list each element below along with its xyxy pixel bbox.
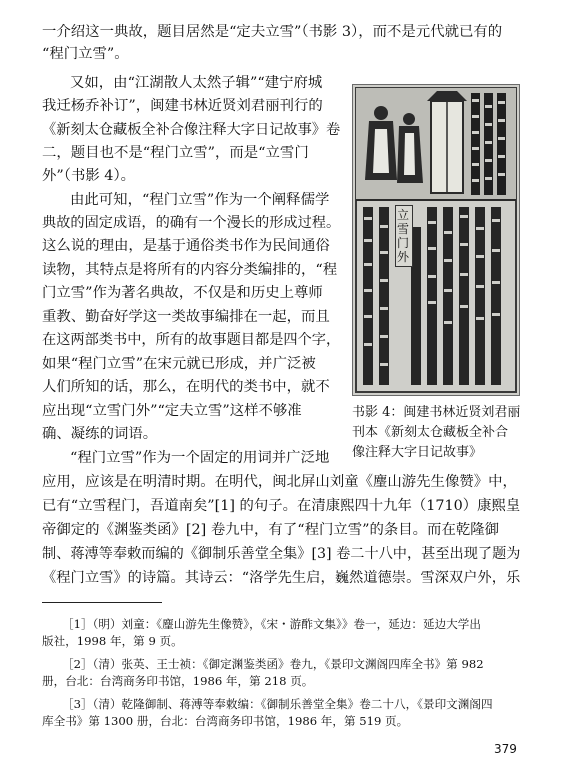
body-line: 门立雪”作为著名典故，不仅是和历史上尊师 — [42, 285, 323, 301]
body-line: 如果“程门立雪”在宋元就已形成，并广泛被 — [42, 356, 316, 372]
body-line: 典故的固定成语，的确有一个漫长的形成过程。 — [42, 215, 341, 231]
figure-caption-line: 书影 4：闽建书林近贤刘君丽 — [352, 405, 521, 420]
body-line: “程门立雪”作为一个固定的用词并广泛地 — [70, 450, 330, 466]
footnote-rule — [42, 602, 162, 603]
footnote-line: 库全书》第 1300 册，台北：台湾商务印书馆，1986 年，第 519 页。 — [42, 714, 409, 728]
body-line: 应出现“立雪门外”“定夫立雪”这样不够准 — [42, 403, 302, 419]
body-line: 确、凝练的词语。 — [42, 426, 158, 442]
body-line: 我迁杨乔补订”，闽建书林近贤刘君丽刊行的 — [42, 98, 323, 114]
woodblock-print-drawing — [353, 85, 519, 395]
woodblock-print-image — [352, 84, 520, 396]
body-line: 读物，其特点是将所有的内容分类编排的，“程 — [42, 262, 338, 278]
body-line: 二，题目也不是“程门立雪”，而是“立雪门 — [42, 145, 309, 161]
plate-title: 立雪门外 — [395, 205, 413, 267]
footnote-line: 册，台北：台湾商务印书馆，1986 年，第 218 页。 — [42, 674, 314, 688]
body-line: 由此可知，“程门立雪”作为一个阐释儒学 — [70, 192, 330, 208]
figure-caption-line: 刊本《新刻太仓藏板全补合 — [352, 425, 509, 440]
body-line: 在这两部类书中，所有的故事题目都是四个字， — [42, 332, 341, 348]
footnote-line: ［2］（清）张英、王士祯：《御定渊鉴类函》卷九，《景印文渊阁四库全书》第 982 — [62, 657, 484, 671]
page-number: 379 — [494, 742, 517, 756]
body-line: “程门立雪”。 — [42, 46, 129, 62]
body-line: 《新刻太仓藏板全补合像注释大字日记故事》卷 — [42, 122, 341, 138]
figure-caption-line: 像注释大字日记故事》 — [352, 445, 483, 460]
body-line: 这么说的理由，是基于通俗类书作为民间通俗 — [42, 238, 330, 254]
body-line: 一介绍这一典故，题目居然是“定夫立雪”（书影 3），而不是元代就已有的 — [42, 24, 503, 40]
body-line: 《程门立雪》的诗篇。其诗云：“洛学先生启，巍然道德崇。雪深双户外，乐 — [42, 570, 521, 586]
footnote-line: ［1］（明）刘童：《麈山游先生像赞》，《宋・游酢文集》》卷一，延边：延边大学出 — [62, 617, 481, 631]
body-line: 帝御定的《渊鉴类函》[2] 卷九中，有了“程门立雪”的条目。而在乾隆御 — [42, 522, 500, 538]
body-line: 已有“立雪程门，吾道南矣”[1] 的句子。在清康熙四十九年（1710）康熙皇 — [42, 498, 521, 514]
footnote-line: 版社，1998 年，第 9 页。 — [42, 634, 183, 648]
body-line: 制、蒋溥等奉敕而编的《御制乐善堂全集》[3] 卷二十八中，甚至出现了题为 — [42, 546, 521, 562]
body-line: 人们所知的话，那么，在明代的类书中，就不 — [42, 379, 330, 395]
footnote-line: ［3］（清）乾隆御制、蒋溥等奉敕编：《御制乐善堂全集》卷二十八，《景印文渊阁四 — [62, 697, 493, 711]
body-line: 又如，由“江湖散人太然子辑”“建宁府城 — [70, 75, 323, 91]
body-line: 应用，应该是在明清时期。在明代，闽北屏山刘童《麈山游先生像赞》中， — [42, 474, 517, 490]
body-line: 外”（书影 4）。 — [42, 168, 136, 184]
body-line: 重教、勤奋好学这一类故事编排在一起，而且 — [42, 309, 330, 325]
